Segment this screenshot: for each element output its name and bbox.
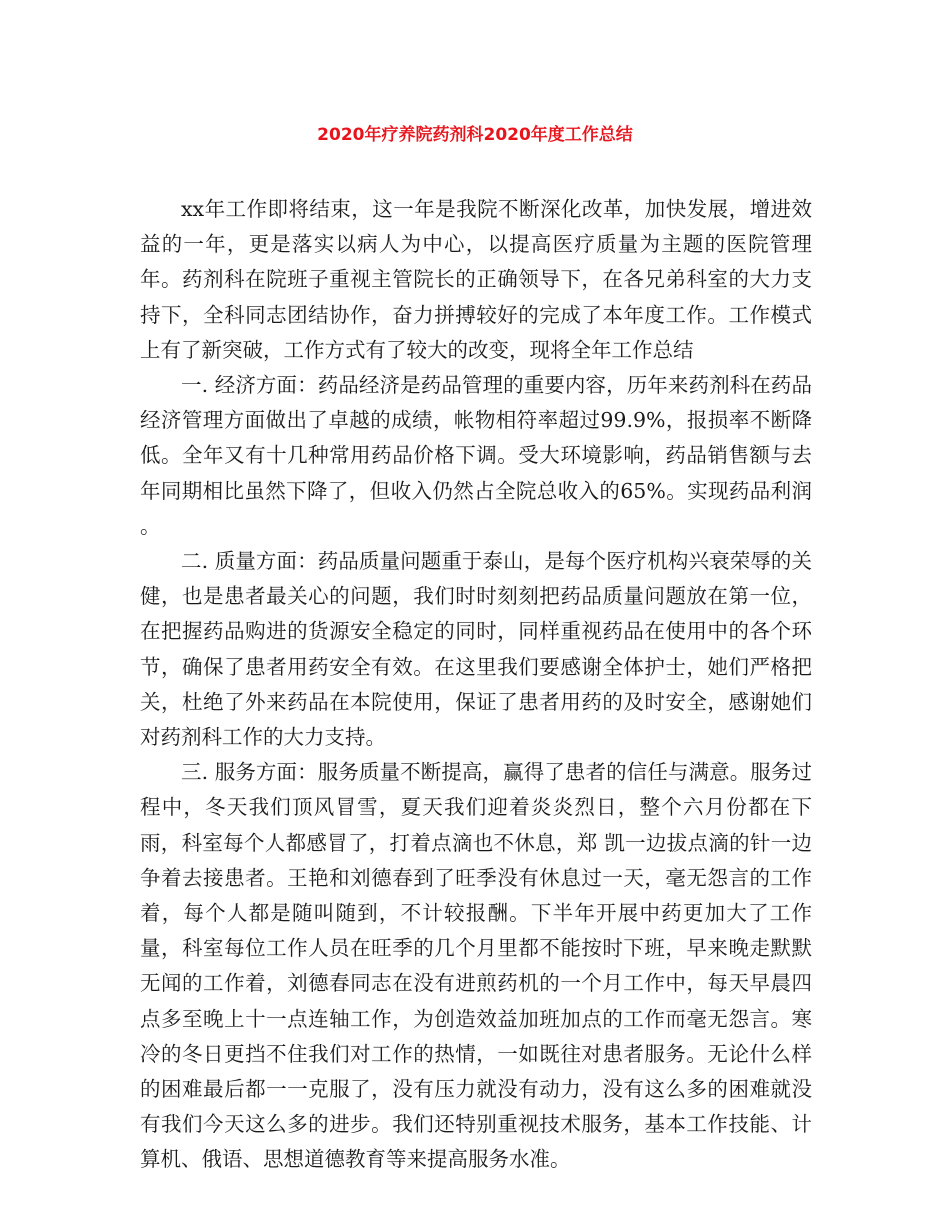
paragraph-quality: 二. 质量方面：药品质量问题重于泰山，是每个医疗机构兴衰荣辱的关健，也是患者最关心的问题，我们时时刻刻把药品质量问题放在第一位，在把握药品购进的货源安全稳定的同时，同样重视药品在使用中的各个环节，确保了患者用药安全有效。在这里我们要感谢全体护士，她们严格把关，杜绝了外来药品在本院使用，保证了患者用药的及时安全，感谢她们对药剂科工作的大力支持。 xyxy=(140,549,812,750)
document-title: 2020年疗养院药剂科2020年度工作总结 xyxy=(317,125,633,145)
paragraph-economy: 一. 经济方面：药品经济是药品管理的重要内容，历年来药剂科在药品经济管理方面做出了卓越的成绩，帐物相符率超过99.9%，报损率不断降低。全年又有十几种常用药品价格下调。受大环境影响，药品销售额与去年同期相比虽然下降了，但收入仍然占全院总收入的65%。实现药品利润 。 xyxy=(140,373,812,538)
paragraph-intro: xx年工作即将结束，这一年是我院不断深化改革，加快发展，增进效益的一年，更是落实以病人为中心，以提高医疗质量为主题的医院管理年。药剂科在院班子重视主管院长的正确领导下，在各兄弟科室的大力支持下，全科同志团结协作，奋力拼搏较好的完成了本年度工作。工作模式上有了新突破，工作方式有了较大的改变，现将全年工作总结 xyxy=(140,197,812,362)
paragraph-service: 三. 服务方面：服务质量不断提高，赢得了患者的信任与满意。服务过程中，冬天我们顶风冒雪，夏天我们迎着炎炎烈日，整个六月份都在下雨，科室每个人都感冒了，打着点滴也不休息，郑 凯一边拔点滴的针一边争着去接患者。王艳和刘德春到了旺季没有休息过一天，毫无怨言的工作着，每个人都是随叫随到，不计较报酬。下半年开展中药更加大了工作量，科室每位工作人员在旺季的几个月里都不能按时下班，早来晚走默默无闻的工作着，刘德春同志在没有进煎药机的一个月工作中，每天早晨四点多至晚上十一点连轴工作，为创造效益加班加点的工作而毫无怨言。寒冷的冬日更挡不住我们对工作的热情，一如既往对患者服务。无论什么样的困难最后都一一克服了，没有压力就没有动力，没有这么多的困难就没有我们今天这么多的进步。我们还特别重视技术服务，基本工作技能、计算机、俄语、思想道德教育等来提高服务水准。 xyxy=(140,760,812,1172)
document-body xyxy=(140,192,812,1178)
